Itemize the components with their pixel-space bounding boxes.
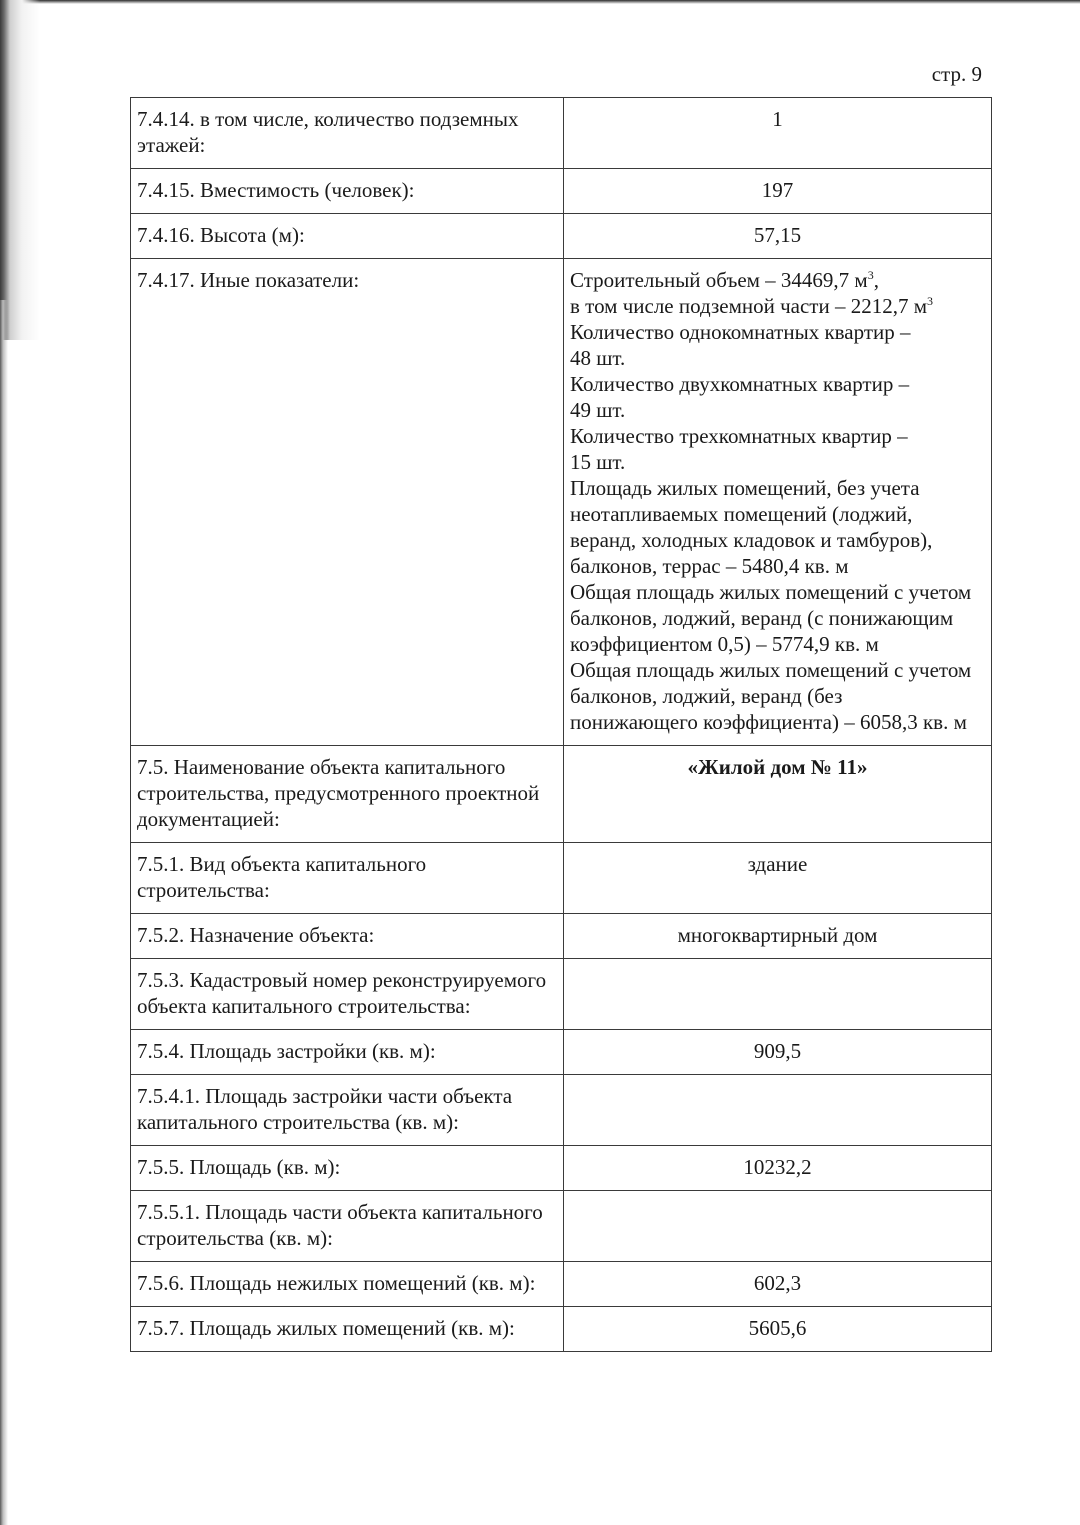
row-label: 7.5.4.1. Площадь застройки части объекта капитального строительства (кв. м): bbox=[131, 1075, 564, 1146]
value-line: неотапливаемых помещений (лоджий, bbox=[570, 502, 913, 526]
scan-edge-top bbox=[0, 0, 1080, 4]
table-row bbox=[131, 1146, 992, 1191]
value-line: балконов, лоджий, веранд (с понижающим bbox=[570, 606, 954, 630]
building-parameters-table bbox=[130, 97, 992, 1352]
value-line: Строительный объем – 34469,7 $м^3$, bbox=[570, 268, 879, 292]
row-value: 602,3 bbox=[564, 1262, 992, 1307]
table-row bbox=[131, 959, 992, 1030]
value-line: Площадь жилых помещений, без учета bbox=[570, 476, 920, 500]
row-value: 1 bbox=[564, 98, 992, 169]
page-number: стр. 9 bbox=[931, 62, 982, 86]
row-label: 7.5.5.1. Площадь части объекта капитального строительства (кв. м): bbox=[131, 1191, 564, 1262]
table-row bbox=[131, 98, 992, 169]
table-row bbox=[131, 259, 992, 746]
row-value: 197 bbox=[564, 169, 992, 214]
value-line: Количество двухкомнатных квартир – bbox=[570, 372, 910, 396]
row-value bbox=[564, 1191, 992, 1262]
row-value: 57,15 bbox=[564, 214, 992, 259]
table-row bbox=[131, 1030, 992, 1075]
row-value bbox=[564, 959, 992, 1030]
scan-edge-left bbox=[0, 0, 40, 340]
table-row bbox=[131, 843, 992, 914]
table-row bbox=[131, 1262, 992, 1307]
other-indicators-value bbox=[564, 259, 992, 746]
row-label: 7.5.3. Кадастровый номер реконструируемого объекта капитального строительства: bbox=[131, 959, 564, 1030]
scan-edge-left-lower bbox=[0, 300, 8, 1525]
row-label: 7.5.6. Площадь нежилых помещений (кв. м): bbox=[131, 1262, 564, 1307]
row-label: 7.5.1. Вид объекта капитального строительства: bbox=[131, 843, 564, 914]
value-line: Количество однокомнатных квартир – bbox=[570, 320, 911, 344]
value-line: веранд, холодных кладовок и тамбуров), bbox=[570, 528, 933, 552]
value-line: Количество трехкомнатных квартир – bbox=[570, 424, 908, 448]
row-label: 7.5.7. Площадь жилых помещений (кв. м): bbox=[131, 1307, 564, 1352]
row-label: 7.5.5. Площадь (кв. м): bbox=[131, 1146, 564, 1191]
table-row bbox=[131, 914, 992, 959]
value-line: 48 шт. bbox=[570, 346, 626, 370]
value-line: 49 шт. bbox=[570, 398, 626, 422]
table-row bbox=[131, 1307, 992, 1352]
value-line: Общая площадь жилых помещений с учетом bbox=[570, 580, 972, 604]
value-line: балконов, террас – 5480,4 кв. м bbox=[570, 554, 849, 578]
table-row bbox=[131, 169, 992, 214]
row-label: 7.5. Наименование объекта капитального строительства, предусмотренного проектной документацией: bbox=[131, 746, 564, 843]
row-value: здание bbox=[564, 843, 992, 914]
value-line: балконов, лоджий, веранд (без bbox=[570, 684, 843, 708]
row-value: многоквартирный дом bbox=[564, 914, 992, 959]
row-label: 7.5.4. Площадь застройки (кв. м): bbox=[131, 1030, 564, 1075]
row-label: 7.4.14. в том числе, количество подземных этажей: bbox=[131, 98, 564, 169]
row-value: 10232,2 bbox=[564, 1146, 992, 1191]
table-row bbox=[131, 214, 992, 259]
row-label: 7.4.16. Высота (м): bbox=[131, 214, 564, 259]
row-label: 7.5.2. Назначение объекта: bbox=[131, 914, 564, 959]
value-line: коэффициентом 0,5) – 5774,9 кв. м bbox=[570, 632, 879, 656]
row-value: 5605,6 bbox=[564, 1307, 992, 1352]
value-line: 15 шт. bbox=[570, 450, 626, 474]
row-value: 909,5 bbox=[564, 1030, 992, 1075]
table-row bbox=[131, 746, 992, 843]
value-line: понижающего коэффициента) – 6058,3 кв. м bbox=[570, 710, 967, 734]
row-label: 7.4.17. Иные показатели: bbox=[131, 259, 564, 746]
table-row bbox=[131, 1191, 992, 1262]
table-row bbox=[131, 1075, 992, 1146]
row-label: 7.4.15. Вместимость (человек): bbox=[131, 169, 564, 214]
value-line: Общая площадь жилых помещений с учетом bbox=[570, 658, 972, 682]
row-value bbox=[564, 1075, 992, 1146]
object-name-value: «Жилой дом № 11» bbox=[564, 746, 992, 843]
value-line: в том числе подземной части – 2212,7 $м^3$ bbox=[570, 294, 933, 318]
